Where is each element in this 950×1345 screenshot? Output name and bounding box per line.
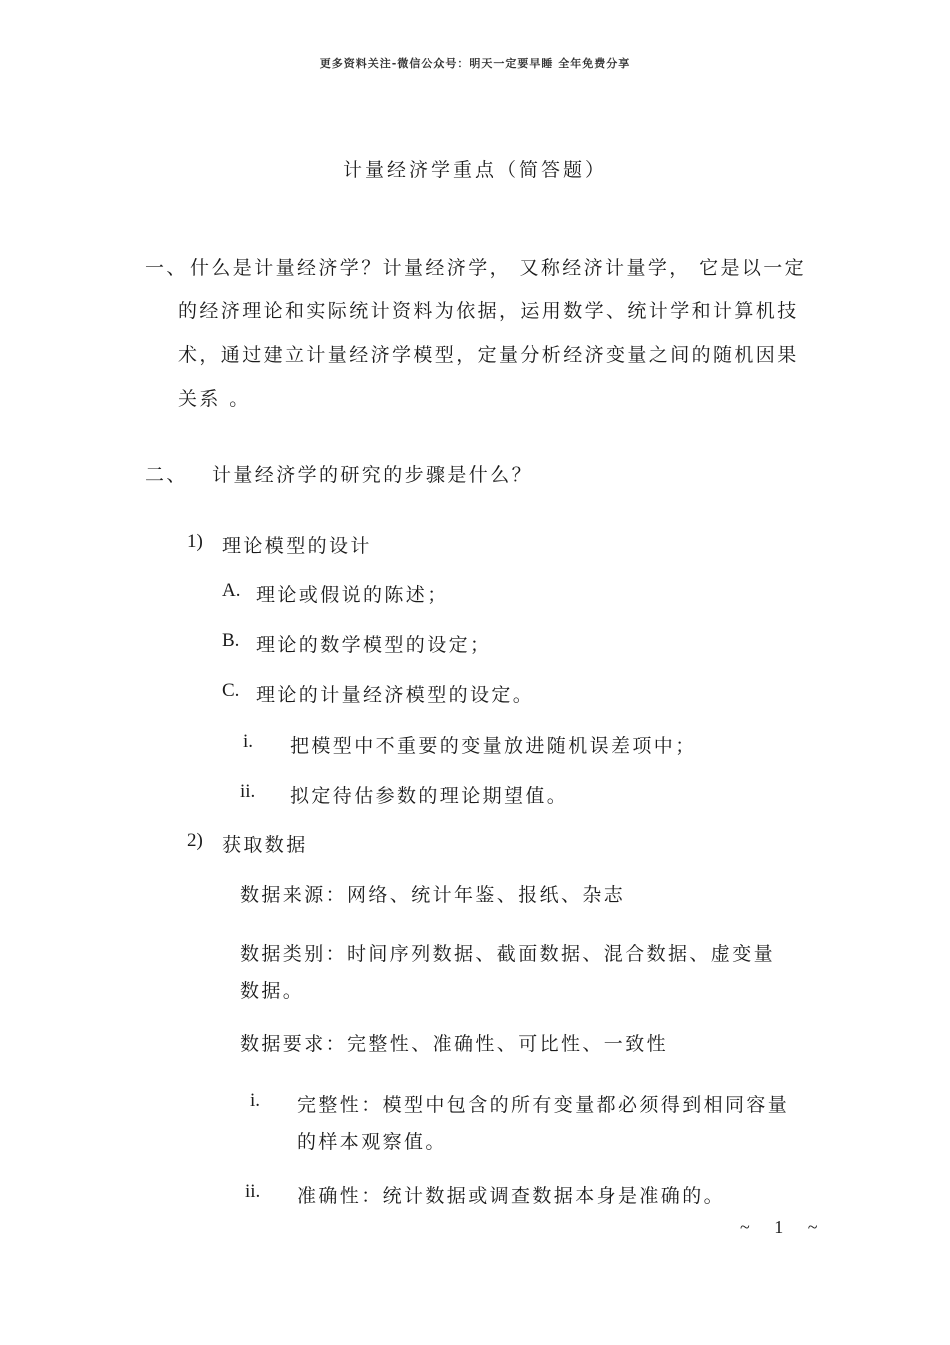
page-number: ~ 1 ~ — [740, 1217, 828, 1237]
q1-line-2: 的经济理论和实际统计资料为依据，运用数学、统计学和计算机技 — [178, 300, 799, 322]
step1-subitem-i: 把模型中不重要的变量放进随机误差项中； — [290, 735, 697, 757]
q1-line-3: 术，通过建立计量经济学模型，定量分析经济变量之间的随机因果 — [178, 344, 799, 366]
q1-marker: 一、 — [145, 257, 188, 279]
step1-subitem-i-marker: i. — [243, 731, 254, 752]
step1-subitem-ii-marker: ii. — [240, 781, 256, 802]
data-types-line-1: 数据类别：时间序列数据、截面数据、混合数据、虚变量 — [240, 943, 776, 965]
data-requirements: 数据要求：完整性、准确性、可比性、一致性 — [240, 1033, 669, 1055]
step1-item-a: 理论或假说的陈述； — [256, 584, 449, 606]
step2-heading: 获取数据 — [222, 834, 308, 856]
q1-line-4: 关系 。 — [178, 388, 251, 410]
step1-item-b-marker: B. — [222, 630, 240, 651]
step2-subitem-i-line-2: 的样本观察值。 — [297, 1131, 447, 1153]
step1-item-c: 理论的计量经济模型的设定。 — [256, 684, 535, 706]
data-source: 数据来源：网络、统计年鉴、报纸、杂志 — [240, 884, 626, 906]
step2-marker: 2) — [187, 830, 203, 851]
step1-item-a-marker: A. — [222, 580, 241, 601]
q2-question: 计量经济学的研究的步骤是什么？ — [212, 464, 534, 486]
document-title: 计量经济学重点（简答题） — [342, 159, 607, 181]
step1-marker: 1) — [187, 531, 203, 552]
q2-marker: 二、 — [145, 464, 188, 486]
q1-line-1: 什么是计量经济学？计量经济学， 又称经济计量学， 它是以一定 — [190, 257, 807, 279]
step2-subitem-i-line-1: 完整性：模型中包含的所有变量都必须得到相同容量 — [297, 1094, 790, 1116]
step2-subitem-ii-line-1: 准确性：统计数据或调查数据本身是准确的。 — [297, 1185, 726, 1207]
step1-subitem-ii: 拟定待估参数的理论期望值。 — [290, 785, 569, 807]
step1-item-b: 理论的数学模型的设定； — [256, 634, 492, 656]
data-types-line-2: 数据。 — [240, 980, 305, 1002]
step2-subitem-i-marker: i. — [250, 1090, 261, 1111]
step1-heading: 理论模型的设计 — [222, 535, 372, 557]
header-note: 更多资料关注-微信公众号：明天一定要早睡 全年免费分享 — [319, 57, 631, 70]
step2-subitem-ii-marker: ii. — [245, 1181, 261, 1202]
step1-item-c-marker: C. — [222, 680, 240, 701]
